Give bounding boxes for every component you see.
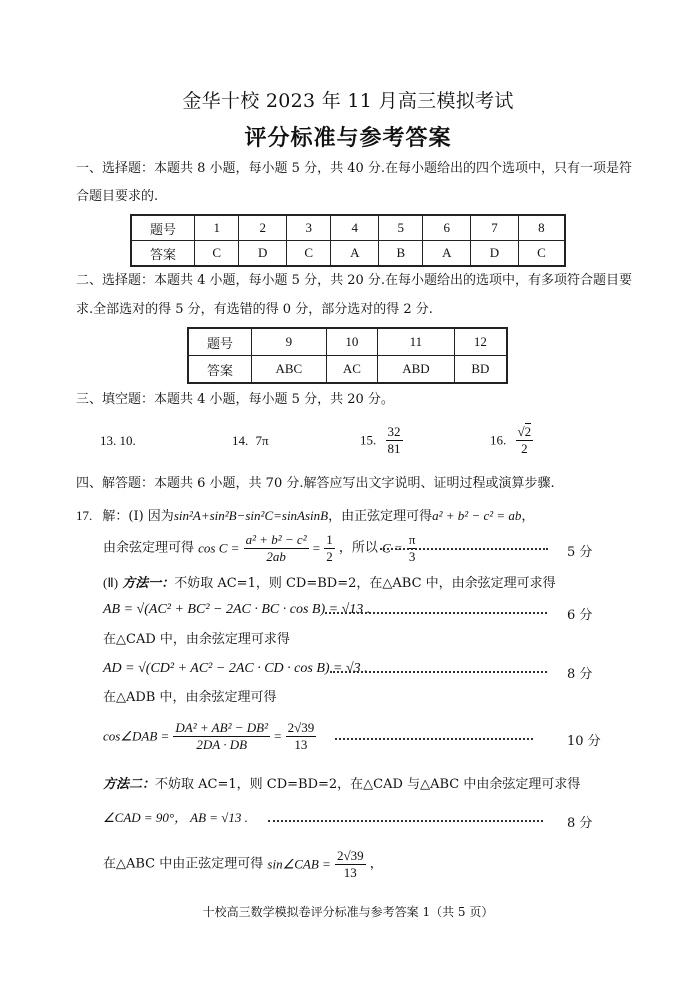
row-label: 答案 [188, 356, 252, 384]
exam-subtitle: 评分标准与参考答案 [244, 125, 452, 151]
method2-result: ∠CAD = 90°， AB = √13 . [103, 810, 248, 825]
fraction-denominator: 13 [294, 737, 308, 752]
cad-text: 在△CAD 中，由余弦定理可求得 [103, 632, 290, 647]
equals: = [312, 540, 321, 556]
half-fraction [324, 532, 335, 565]
method1-line [103, 575, 556, 592]
cos-c-fraction [244, 532, 309, 565]
equals: = [274, 728, 282, 744]
dotted-leader [268, 820, 543, 822]
exam-title: 金华十校 2023 年 11 月高三模拟考试 [182, 90, 514, 112]
answer-15-fraction [386, 424, 403, 457]
fraction-numerator: π [408, 532, 416, 547]
question-number: 9 [252, 328, 327, 356]
method2-label: 方法二： [103, 777, 156, 792]
question-number: 5 [379, 215, 423, 241]
fraction-denominator: 2 [521, 441, 528, 456]
q17-label: 17. [76, 508, 93, 523]
dotted-leader [380, 548, 548, 550]
cos-dab-fraction [173, 720, 270, 753]
dotted-leader [330, 671, 547, 673]
sin-line-end: ， [369, 856, 383, 872]
answer-cell: D [471, 241, 519, 267]
method1-label: 方法一： [122, 576, 175, 591]
answer-16-label: 16. [490, 432, 507, 448]
dotted-leader [325, 612, 547, 614]
fraction-numerator: a² + b² − c² [245, 532, 307, 547]
answer-13: 13. 10. [100, 433, 136, 448]
cos-dab-line [103, 720, 316, 753]
answer-cell: ABD [378, 356, 455, 384]
method2-text: 不妨取 AC=1，则 CD=BD=2，在△CAD 与△ABC 中由余弦定理可求得 [155, 777, 581, 792]
fraction-numerator: 2√39 [287, 720, 315, 735]
answer-cell: BD [454, 356, 507, 384]
q17-part1-equation: sin²A+sin²B−sin²C=sinAsinB [173, 508, 329, 523]
cosine-law-prefix: 由余弦定理可得 [103, 540, 195, 556]
question-number: 7 [471, 215, 519, 241]
table-row-questions [131, 215, 565, 241]
fraction-denominator: 81 [387, 441, 401, 456]
adb-text: 在△ADB 中，由余弦定理可得 [103, 690, 277, 705]
fraction-denominator: 13 [343, 865, 357, 880]
answer-cell: A [423, 241, 471, 267]
question-number: 10 [326, 328, 377, 356]
answer-14-label: 14. [232, 433, 249, 448]
fraction-numerator: √2 [517, 424, 532, 439]
fraction-denominator: 2 [326, 549, 333, 564]
method2-line [103, 777, 580, 793]
question-number: 3 [287, 215, 331, 241]
fraction-denominator: 3 [408, 549, 416, 564]
q17-part1-result: a² + b² − c² = ab [432, 508, 522, 523]
q17-part1-prefix: 解：(Ⅰ) 因为 [102, 509, 174, 524]
answer-15 [360, 424, 403, 457]
part2-label: (Ⅱ) [103, 575, 119, 590]
row-label: 答案 [131, 241, 195, 267]
sine-law-prefix: 在△ABC 中由正弦定理可得 [103, 856, 264, 872]
answer-cell: D [239, 241, 287, 267]
answer-cell: ABC [252, 356, 327, 384]
question-number: 11 [378, 328, 455, 356]
answer-table-2 [187, 327, 508, 384]
sqrt-radicand: 2 [524, 424, 532, 439]
question-number: 2 [239, 215, 287, 241]
section2-intro-line2: 求.全部选对的得 5 分，有选错的得 0 分，部分选对的得 2 分. [76, 302, 433, 317]
ab-formula: AB = √(AC² + BC² − 2AC · BC · cos B) = √13 . [103, 602, 371, 617]
sin-cab-fraction [335, 848, 366, 881]
question-number: 8 [518, 215, 565, 241]
answer-14 [232, 433, 269, 449]
ad-formula: AD = √(CD² + AC² − 2AC · CD · cos B) = √3 . [103, 661, 368, 676]
table-row-questions [188, 328, 507, 356]
fraction-numerator: 1 [326, 532, 333, 547]
table-row-answers [188, 356, 507, 384]
question-number: 4 [331, 215, 379, 241]
question-number: 6 [423, 215, 471, 241]
method1-text: 不妨取 AC=1，则 CD=BD=2，在△ABC 中，由余弦定理可求得 [174, 576, 556, 591]
q17-part1-mid: ，由正弦定理可得 [328, 509, 433, 524]
q17-line1 [76, 508, 534, 525]
question-number: 12 [454, 328, 507, 356]
section1-intro-line2: 合题目要求的. [76, 189, 159, 204]
answer-cell: AC [326, 356, 377, 384]
answer-cell: C [287, 241, 331, 267]
section4-intro: 四、解答题：本题共 6 小题，共 70 分.解答应写出文字说明、证明过程或演算步骤. [76, 476, 555, 491]
score-8: 8 分 [567, 816, 593, 831]
cos-dab-lhs: cos∠DAB = [103, 728, 170, 744]
score-8: 8 分 [567, 667, 593, 682]
so-text: ，所以 [338, 540, 378, 556]
fraction-numerator: DA² + AB² − DB² [175, 720, 268, 735]
table-row-answers [131, 241, 565, 267]
answer-cell: B [379, 241, 423, 267]
row-label: 题号 [188, 328, 252, 356]
row-label: 题号 [131, 215, 195, 241]
answer-15-label: 15. [360, 432, 377, 448]
score-5: 5 分 [567, 545, 593, 560]
fraction-denominator: 2DA · DB [196, 737, 248, 752]
page-footer: 十校高三数学模拟卷评分标准与参考答案 1（共 5 页） [202, 905, 494, 919]
section2-intro-line1: 二、选择题：本题共 4 小题，每小题 5 分，共 20 分.在每小题给出的选项中，有多项符合题目要 [76, 273, 633, 288]
section3-intro: 三、填空题：本题共 4 小题，每小题 5 分，共 20 分。 [76, 392, 394, 407]
cos-c-lhs: cos C = [198, 540, 240, 556]
cos-dab-result [286, 720, 317, 753]
answer-14-value: 7π [255, 433, 269, 448]
answer-table-1 [130, 214, 566, 267]
fraction-numerator: 2√39 [336, 848, 364, 863]
score-6: 6 分 [567, 608, 593, 623]
answer-cell: C [195, 241, 239, 267]
answer-16 [490, 424, 533, 457]
c-equals: C = [382, 540, 403, 556]
dotted-leader [335, 738, 533, 740]
method2-sin-line [103, 848, 383, 881]
fraction-denominator: 2ab [266, 549, 286, 564]
answer-cell: A [331, 241, 379, 267]
q17-line2 [103, 532, 417, 565]
sin-cab-lhs: sin∠CAB = [267, 856, 331, 872]
answer-16-fraction [516, 424, 534, 457]
section1-intro-line1: 一、选择题：本题共 8 小题，每小题 5 分，共 40 分.在每小题给出的四个选项中，只有一项是符 [76, 161, 633, 176]
answer-cell: C [518, 241, 565, 267]
q17-part1-end: ， [521, 509, 535, 524]
score-10: 10 分 [567, 734, 601, 749]
question-number: 1 [195, 215, 239, 241]
fraction-numerator: 32 [387, 424, 401, 439]
